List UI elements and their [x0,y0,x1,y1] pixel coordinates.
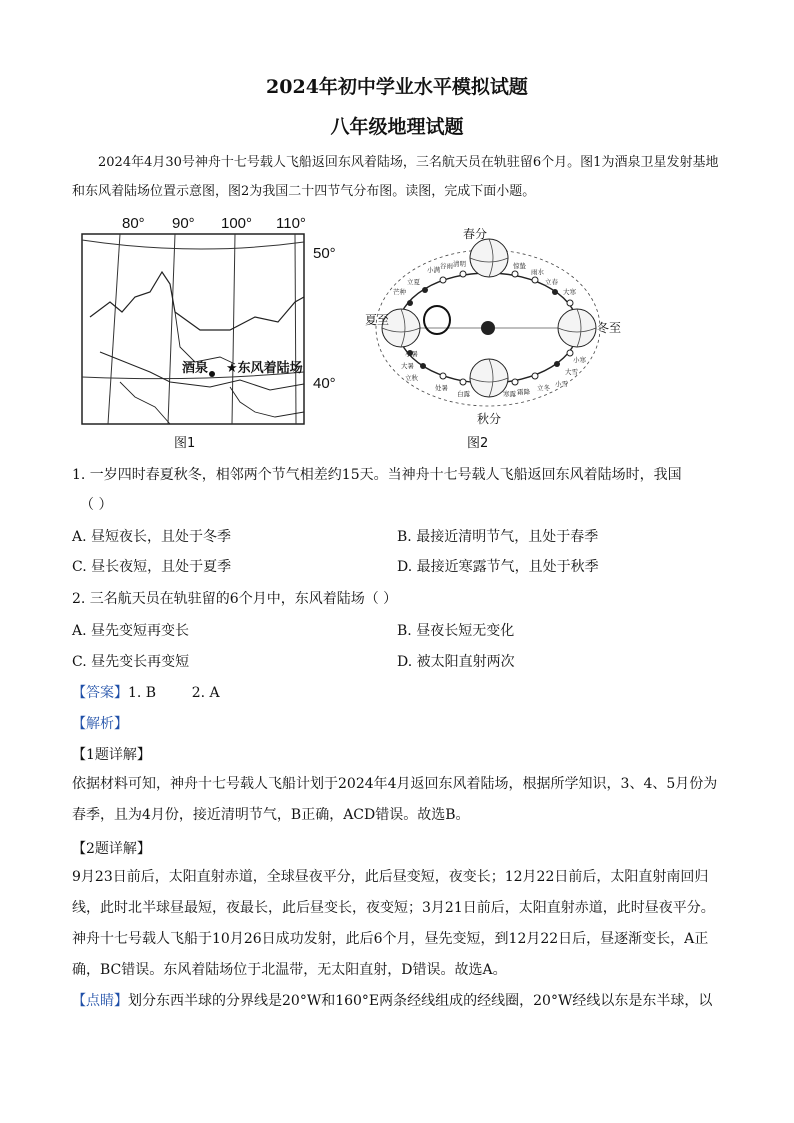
term-label: 白露 [457,390,470,398]
lat-label: 50° [313,245,336,262]
place-label-jiuquan: 酒泉 [182,361,209,376]
earth-icon [470,239,508,277]
lat-label: 40° [313,375,336,392]
question-2-stem: 2. 三名航天员在轨驻留的6个月中，东风着陆场（ ） [72,591,398,607]
term-label: 小暑 [405,350,418,358]
answer-text: 1. B 2. A [128,685,220,701]
term-label: 谷雨 [440,262,453,270]
figure-2-solar-terms-diagram [365,228,635,428]
term-label: 大雪 [565,368,578,376]
analysis-label: 【解析】 [72,716,128,732]
lon-label: 100° [221,215,253,232]
figure-1-caption: 图1 [174,436,196,451]
answer-line [72,682,220,702]
lon-label: 110° [276,215,306,232]
figure-1-map [80,212,340,427]
tip-paragraph [72,986,724,1017]
term-label: 小满 [427,266,440,274]
term-label: 立冬 [537,384,550,392]
q1-option-a: A. 昼短夜长，且处于冬季 [72,529,232,545]
term-label: 小寒 [573,356,586,364]
term-label: 雨水 [531,268,544,276]
jiuquan-marker [209,371,215,377]
term-label-autumn: 秋分 [477,412,502,426]
detail-2-text: 9月23日前后，太阳直射赤道，全球昼夜平分，此后昼变短，夜变长；12月22日前后，太阳直射南回归线，此时北半球昼最短，夜最长，此后昼变长，夜变短；3月21日前后，太阳直射赤道，此时昼夜平分。神舟十七号载人飞船于10月26日成功发射，此后6个月，昼先变短，到12月22日后，昼逐渐变长，A正确，BC错误。东风着陆场位于北温带，无太阳直射，D错误。故选A。 [72,869,715,978]
page-title: 2024年初中学业水平模拟试题 [266,76,528,98]
earth-icon [558,309,596,347]
term-label: 处暑 [435,384,448,392]
detail-1-text: 依据材料可知，神舟十七号载人飞船计划于2024年4月返回东风着陆场，根据所学知识，3、4、5月份为春季，且为4月份，接近清明节气，B正确，ACD错误。故选B。 [72,776,718,823]
term-label-winter: 冬至 [597,321,622,335]
term-label-summer: 夏至 [365,313,390,327]
q2-option-c: C. 昼先变长再变短 [72,654,190,670]
lon-label: 90° [172,215,195,232]
term-label: 清明 [453,260,466,268]
question-1-stem: 1. 一岁四时春夏秋冬，相邻两个节气相差约15天。当神舟十七号载人飞船返回东风着陆场时，我国 [72,467,682,483]
tip-label: 【点睛】 [72,993,128,1009]
term-label: 立春 [545,278,558,286]
term-label: 大寒 [563,288,576,296]
question-1-blank: （ ） [80,497,113,513]
figure-2-caption: 图2 [467,436,489,451]
q2-option-d: D. 被太阳直射两次 [397,654,515,670]
term-label: 立秋 [405,374,418,382]
detail-2-label: 【2题详解】 [72,841,151,857]
term-label: 立夏 [407,278,420,286]
term-label-spring: 春分 [463,228,488,241]
q2-option-a: A. 昼先变短再变长 [72,623,190,639]
lon-label: 80° [122,215,145,232]
intro-text: 2024年4月30号神舟十七号载人飞船返回东风着陆场，三名航天员在轨驻留6个月。图1为酒泉卫星发射基地和东风着陆场位置示意图，图2为我国二十四节气分布图。读图，完成下面小题。 [72,155,719,199]
tip-text: 划分东西半球的分界线是20°W和160°E两条经线组成的经线圈，20°W经线以东是东半球，以 [128,993,713,1009]
q1-option-c: C. 昼长夜短，且处于夏季 [72,559,232,575]
q1-option-b: B. 最接近清明节气，且处于春季 [397,529,599,545]
term-label: 寒露 [503,390,516,398]
term-label: 霜降 [517,388,530,396]
page-subtitle: 八年级地理试题 [330,116,464,138]
q1-option-d: D. 最接近寒露节气，且处于秋季 [397,559,599,575]
term-label: 芒种 [393,288,406,296]
intro-paragraph [72,148,724,206]
term-label: 大暑 [401,362,414,370]
detail-1-label: 【1题详解】 [72,747,151,763]
q2-option-b: B. 昼夜长短无变化 [397,623,515,639]
sun-icon [481,321,495,335]
answer-label: 【答案】 [72,685,128,701]
place-label-dongfeng: ★东风着陆场 [226,361,303,376]
term-label: 惊蛰 [513,262,526,270]
term-label: 小雪 [555,380,568,388]
